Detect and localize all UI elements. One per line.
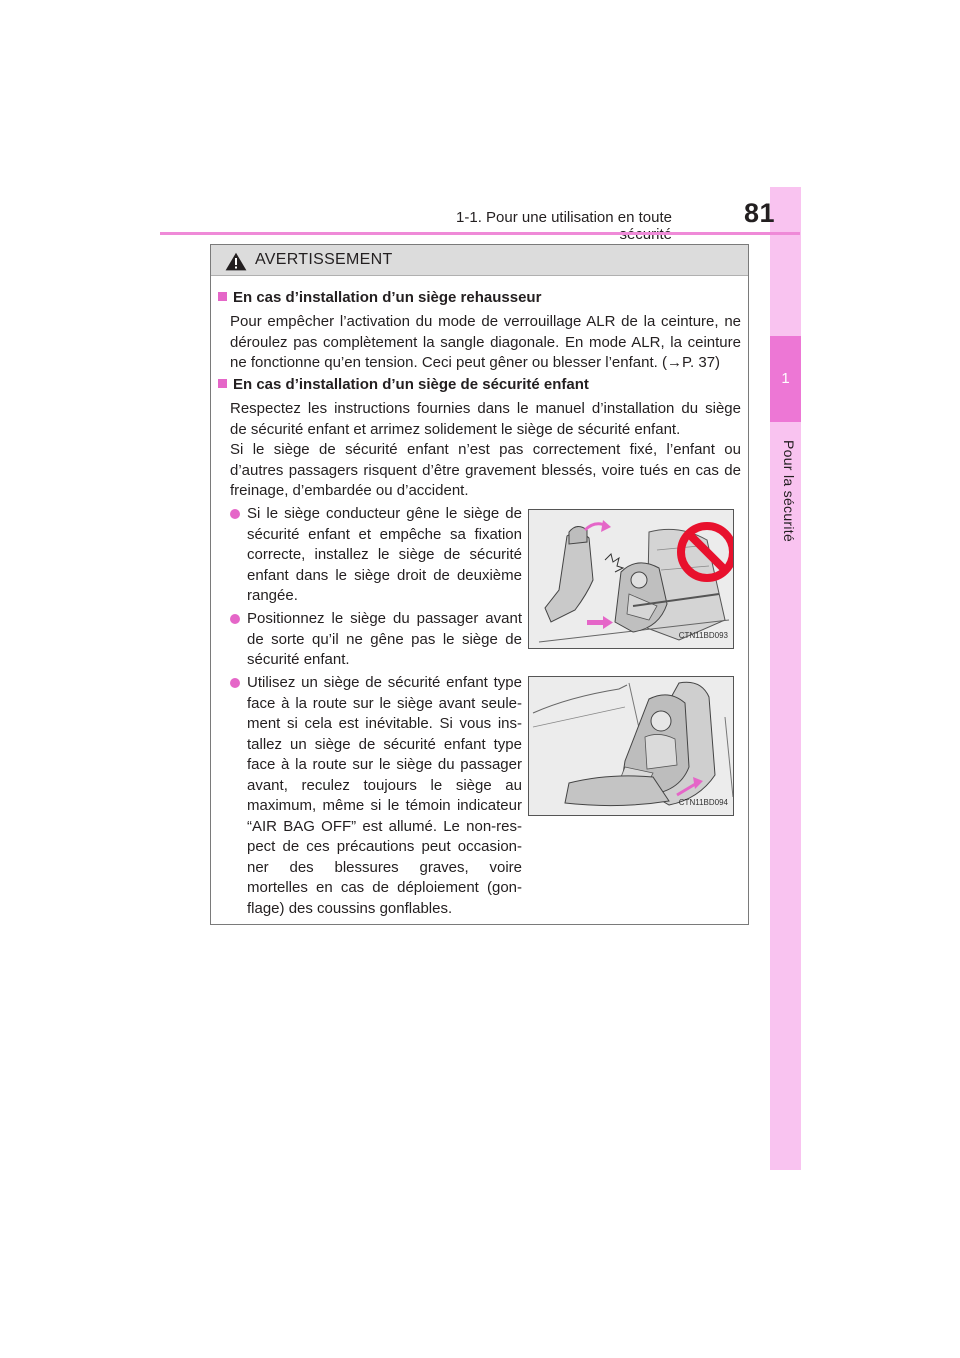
bullet-dot-icon — [230, 509, 240, 519]
section-title: 1-1. Pour une utilisation en toute — [456, 209, 672, 226]
section-heading-child-seat: En cas d’installation d’un siège de sécurité enfant — [218, 375, 589, 396]
bullet-dot-icon — [230, 678, 240, 688]
chapter-side-tab — [770, 187, 801, 1170]
section-heading-booster: En cas d’installation d’un siège rehausseur — [218, 288, 541, 309]
warning-title: AVERTISSEMENT — [255, 251, 393, 268]
section-paragraph-child-seat: Respectez les instructions fournies dans le manuel d’installation du siège de sécurité enfant et arrimez solidement le siège de sécurité enfant. Si le siège de sécurité enfant n’est pas correctement fixé, l’enfant ou d’autres passagers risquent d’être gravement blessés, voire tués en cas de freinage, d’embardée ou d’accident. — [230, 400, 741, 499]
header-rule — [160, 232, 800, 235]
page-number: 81 — [743, 198, 775, 228]
illustration-front-passenger-seat — [528, 676, 734, 816]
illustration-driver-seat-interference — [528, 509, 734, 649]
warning-triangle-icon — [225, 252, 247, 271]
warning-box: AVERTISSEMENT En cas d’installation d’un siège rehausseur Pour empêcher l’activation du mode de verrouillage ALR de la ceinture, ne déroulez pas complètement la sangle diagonale. En mode ALR, la ceinture ne fonctionne qu’en tension. Ceci peut gêner ou blesser l’enfant. (→P. 37) En cas d’installation d’un siège de sécurité enfant Respectez les instructions fournies dans le manuel d’installation du siège de sécurité enfant et arrimez solidement le siège de sécurité enfant. Si le siège de sécurité enfant n’est pas correctement fixé, l’enfant ou d’autres passagers risquent d’être gravement blessés, voire tués en cas de freinage, d’embardée ou d’accident. Si le siège conducteur gêne le siège de sécurité enfant et empêche sa fixation correcte, installez le siège de sécurité enfant dans le siège droit de deuxième rangée. Positionnez le siège du passager avant de sorte qu’il ne gêne pas le siège de sécurité enfant. Utilisez un siège de sécurité enfant type face à la route sur le siège avant seule- ment si cela est inévitable. Si vous ins- tallez un siège de sécurité enfant type face à la route sur le siège du passager avant, reculez toujours le siège au maximum, même si le témoin indicateur “AIR BAG OFF” est allumé. Le non-res- pect de ces précautions peut occasion- ner des blessures graves, voire mortelles en cas de déploiement (gon- flage) des coussins gonflables. CTN11BD093 CTN11BD094 — [210, 244, 749, 925]
illustration-code: CTN11BD093 — [678, 630, 728, 640]
illustration-code: CTN11BD094 — [678, 797, 728, 807]
section-square-icon — [218, 379, 227, 388]
bullet-dot-icon — [230, 614, 240, 624]
section-paragraph-booster: Pour empêcher l’activation du mode de verrouillage ALR de la ceinture, ne déroulez pas complètement la sangle diagonale. En mode ALR, la ceinture ne fonctionne qu’en tension. Ceci peut gêner ou blesser l’enfant. (→P. 37) — [230, 313, 741, 371]
chapter-number: 1 — [781, 370, 790, 387]
section-square-icon — [218, 292, 227, 301]
warning-header — [211, 245, 748, 276]
chapter-label: Pour la sécurité — [781, 440, 797, 543]
